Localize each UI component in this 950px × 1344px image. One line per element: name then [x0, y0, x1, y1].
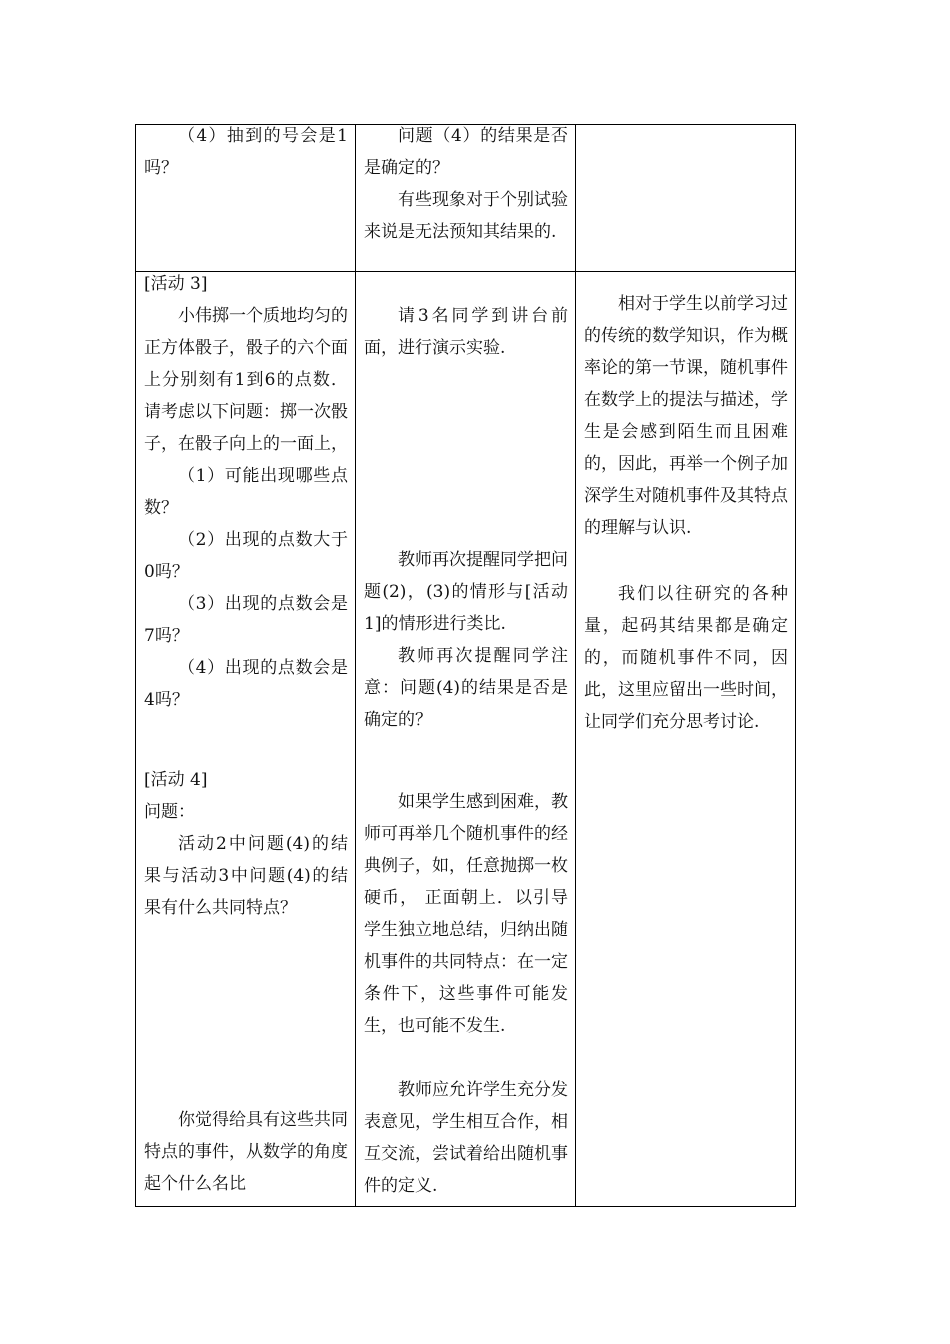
- teacher-reminder-question: 教师再次提醒同学注意：问题(4)的结果是否是确定的？: [364, 646, 568, 730]
- row1-col1-cell: [144, 120, 348, 184]
- activity3-text: 小伟掷一个质地均匀的正方体骰子，骰子的六个面上分别刻有1到6的点数．请考虑以下问题：掷一次骰子，在骰子向上的一面上，: [144, 306, 348, 454]
- teacher-reminder-compare: 教师再次提醒同学把问题(2)，(3)的情形与[活动 1]的情形进行类比.: [364, 550, 568, 634]
- teacher-discussion-block: [364, 1074, 568, 1202]
- teacher-examples-block: [364, 786, 568, 1042]
- design-note-block-1: [584, 288, 788, 544]
- teacher-discussion-text: 教师应允许学生充分发表意见，学生相互合作，相互交流，尝试着给出随机事件的定义.: [364, 1080, 568, 1196]
- activity3-block: [144, 268, 348, 716]
- activity3-question-3: （3）出现的点数会是7吗？: [144, 594, 348, 646]
- design-note-2: 我们以往研究的各种量，起码其结果都是确定的，而随机事件不同，因此，这里应留出一些时间，让同学们充分思考讨论.: [584, 584, 788, 732]
- design-note-1: 相对于学生以前学习过的传统的数学知识，作为概率论的第一节课，随机事件在数学上的提法与描述，学生是会感到陌生而且困难的，因此，再举一个例子加深学生对随机事件及其特点的理解与认识.: [584, 294, 788, 538]
- teacher-reminder-block: [364, 544, 568, 736]
- activity4-text: 活动2中问题(4)的结果与活动3中问题(4)的结果有什么共同特点？: [144, 834, 348, 918]
- teacher-demo-block: [364, 300, 568, 364]
- activity3-title: [活动 3]: [144, 274, 208, 294]
- naming-block: [144, 1104, 348, 1200]
- design-note-block-2: [584, 578, 788, 738]
- table-border-bottom: [135, 1206, 796, 1207]
- activity4-label: 问题：: [144, 802, 195, 822]
- table-border-right: [795, 124, 796, 1207]
- row1-question-4: （4）抽到的号会是1吗？: [144, 126, 348, 178]
- activity3-question-2: （2）出现的点数大于0吗？: [144, 530, 348, 582]
- row1-col2-cell: [364, 120, 568, 248]
- teacher-examples-text: 如果学生感到困难，教师可再举几个随机事件的经典例子，如，任意抛掷一枚硬币， 正面朝上．以引导学生独立地总结，归纳出随机事件的共同特点：在一定条件下，这些事件可能发生，也可能不发生.: [364, 792, 568, 1036]
- activity4-block: [144, 764, 348, 924]
- table-col-divider-1: [355, 124, 356, 1207]
- activity3-question-1: （1）可能出现哪些点数？: [144, 466, 348, 518]
- table-col-divider-2: [575, 124, 576, 1207]
- naming-text: 你觉得给具有这些共同特点的事件，从数学的角度起个什么名比: [144, 1110, 348, 1194]
- teacher-demo-text: 请3名同学到讲台前面，进行演示实验.: [364, 306, 568, 358]
- row2-col1-cell: [144, 268, 348, 1198]
- activity4-title: [活动 4]: [144, 770, 208, 790]
- row1-teacher-question: 问题（4）的结果是否是确定的？: [364, 126, 568, 178]
- row2-col3-cell: [584, 268, 788, 1198]
- row2-col2-cell: [364, 268, 568, 1198]
- row1-teacher-note: 有些现象对于个别试验来说是无法预知其结果的.: [364, 190, 568, 242]
- activity3-question-4: （4）出现的点数会是4吗？: [144, 658, 348, 710]
- table-border-left: [135, 124, 136, 1207]
